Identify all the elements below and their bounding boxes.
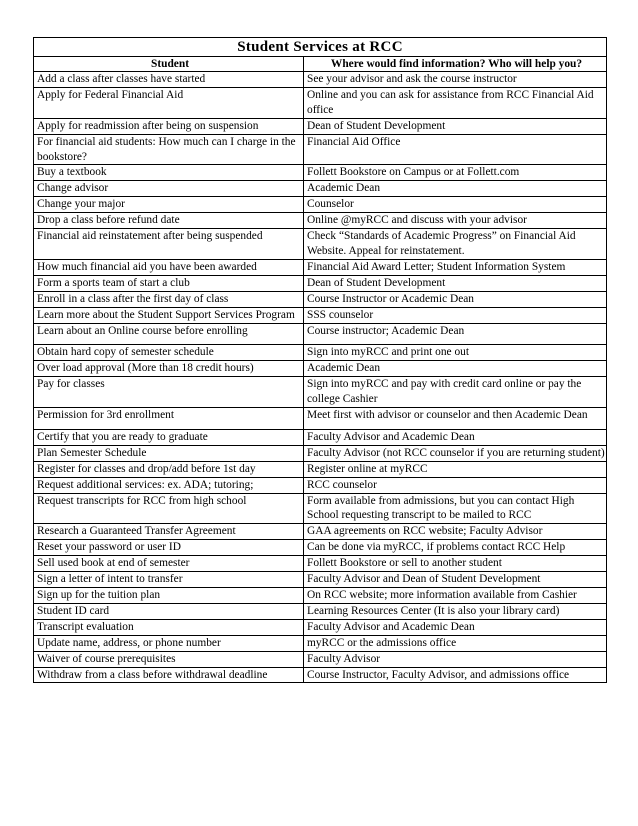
table-row bbox=[34, 429, 607, 445]
help-source-cell: Follett Bookstore or sell to another student bbox=[304, 556, 607, 572]
student-task-cell: Add a class after classes have started bbox=[34, 72, 304, 88]
student-task-cell: Apply for Federal Financial Aid bbox=[34, 87, 304, 118]
help-source-cell: Counselor bbox=[304, 197, 607, 213]
student-task-cell: Transcript evaluation bbox=[34, 619, 304, 635]
table-row bbox=[34, 165, 607, 181]
student-task-cell: Waiver of course prerequisites bbox=[34, 651, 304, 667]
table-row bbox=[34, 556, 607, 572]
table-row bbox=[34, 87, 607, 118]
help-source-cell: Dean of Student Development bbox=[304, 275, 607, 291]
student-task-cell: Financial aid reinstatement after being suspended bbox=[34, 229, 304, 260]
table-row bbox=[34, 477, 607, 493]
help-source-cell: Course instructor; Academic Dean bbox=[304, 323, 607, 345]
student-task-cell: Enroll in a class after the first day of class bbox=[34, 291, 304, 307]
table-row bbox=[34, 259, 607, 275]
help-source-cell: Dean of Student Development bbox=[304, 118, 607, 134]
student-task-cell: Withdraw from a class before withdrawal deadline bbox=[34, 667, 304, 683]
table-row bbox=[34, 307, 607, 323]
table-row bbox=[34, 461, 607, 477]
table-row bbox=[34, 445, 607, 461]
table-row bbox=[34, 619, 607, 635]
table-row bbox=[34, 345, 607, 361]
table-row bbox=[34, 651, 607, 667]
column-header-student: Student bbox=[34, 57, 304, 72]
table-row bbox=[34, 588, 607, 604]
help-source-cell: GAA agreements on RCC website; Faculty Advisor bbox=[304, 524, 607, 540]
table-row bbox=[34, 229, 607, 260]
student-task-cell: Obtain hard copy of semester schedule bbox=[34, 345, 304, 361]
help-source-cell: On RCC website; more information available from Cashier bbox=[304, 588, 607, 604]
help-source-cell: Online and you can ask for assistance from RCC Financial Aid office bbox=[304, 87, 607, 118]
table-row bbox=[34, 524, 607, 540]
table-row bbox=[34, 134, 607, 165]
help-source-cell: myRCC or the admissions office bbox=[304, 635, 607, 651]
help-source-cell: Financial Aid Office bbox=[304, 134, 607, 165]
student-task-cell: Learn about an Online course before enrolling bbox=[34, 323, 304, 345]
student-task-cell: Plan Semester Schedule bbox=[34, 445, 304, 461]
student-task-cell: Sell used book at end of semester bbox=[34, 556, 304, 572]
student-task-cell: Research a Guaranteed Transfer Agreement bbox=[34, 524, 304, 540]
table-row bbox=[34, 72, 607, 88]
student-task-cell: Buy a textbook bbox=[34, 165, 304, 181]
table-row bbox=[34, 493, 607, 524]
table-row bbox=[34, 667, 607, 683]
student-task-cell: For financial aid students: How much can I charge in the bookstore? bbox=[34, 134, 304, 165]
help-source-cell: Register online at myRCC bbox=[304, 461, 607, 477]
student-task-cell: Certify that you are ready to graduate bbox=[34, 429, 304, 445]
student-task-cell: Request additional services: ex. ADA; tutoring; bbox=[34, 477, 304, 493]
help-source-cell: Form available from admissions, but you can contact High School requesting transcript to be mailed to RCC bbox=[304, 493, 607, 524]
table-row bbox=[34, 635, 607, 651]
help-source-cell: Faculty Advisor (not RCC counselor if you are returning student) bbox=[304, 445, 607, 461]
table-row bbox=[34, 181, 607, 197]
help-source-cell: RCC counselor bbox=[304, 477, 607, 493]
help-source-cell: Sign into myRCC and pay with credit card online or pay the college Cashier bbox=[304, 377, 607, 408]
table-row bbox=[34, 572, 607, 588]
help-source-cell: Course Instructor or Academic Dean bbox=[304, 291, 607, 307]
table-row bbox=[34, 291, 607, 307]
student-task-cell: Drop a class before refund date bbox=[34, 213, 304, 229]
help-source-cell: Faculty Advisor and Academic Dean bbox=[304, 619, 607, 635]
student-task-cell: Register for classes and drop/add before 1st day bbox=[34, 461, 304, 477]
table-row bbox=[34, 213, 607, 229]
student-task-cell: Student ID card bbox=[34, 603, 304, 619]
table-row bbox=[34, 603, 607, 619]
help-source-cell: See your advisor and ask the course instructor bbox=[304, 72, 607, 88]
student-services-table bbox=[33, 37, 607, 683]
column-header-where: Where would find information? Who will help you? bbox=[304, 57, 607, 72]
help-source-cell: Faculty Advisor and Academic Dean bbox=[304, 429, 607, 445]
student-task-cell: Update name, address, or phone number bbox=[34, 635, 304, 651]
student-task-cell: Change advisor bbox=[34, 181, 304, 197]
student-task-cell: Sign up for the tuition plan bbox=[34, 588, 304, 604]
table-row bbox=[34, 377, 607, 408]
student-task-cell: Pay for classes bbox=[34, 377, 304, 408]
student-task-cell: Sign a letter of intent to transfer bbox=[34, 572, 304, 588]
table-row bbox=[34, 118, 607, 134]
help-source-cell: Sign into myRCC and print one out bbox=[304, 345, 607, 361]
student-task-cell: Request transcripts for RCC from high school bbox=[34, 493, 304, 524]
table-row bbox=[34, 540, 607, 556]
help-source-cell: Course Instructor, Faculty Advisor, and admissions office bbox=[304, 667, 607, 683]
help-source-cell: Online @myRCC and discuss with your advisor bbox=[304, 213, 607, 229]
help-source-cell: SSS counselor bbox=[304, 307, 607, 323]
student-task-cell: How much financial aid you have been awarded bbox=[34, 259, 304, 275]
help-source-cell: Financial Aid Award Letter; Student Information System bbox=[304, 259, 607, 275]
help-source-cell: Faculty Advisor and Dean of Student Development bbox=[304, 572, 607, 588]
table-row bbox=[34, 361, 607, 377]
title-row bbox=[34, 38, 607, 57]
help-source-cell: Can be done via myRCC, if problems contact RCC Help bbox=[304, 540, 607, 556]
help-source-cell: Follett Bookstore on Campus or at Follett.com bbox=[304, 165, 607, 181]
help-source-cell: Faculty Advisor bbox=[304, 651, 607, 667]
student-task-cell: Learn more about the Student Support Services Program bbox=[34, 307, 304, 323]
student-task-cell: Form a sports team of start a club bbox=[34, 275, 304, 291]
help-source-cell: Meet first with advisor or counselor and then Academic Dean bbox=[304, 408, 607, 430]
help-source-cell: Academic Dean bbox=[304, 181, 607, 197]
header-row bbox=[34, 57, 607, 72]
table-row bbox=[34, 408, 607, 430]
page-title: Student Services at RCC bbox=[34, 38, 607, 57]
student-task-cell: Over load approval (More than 18 credit hours) bbox=[34, 361, 304, 377]
student-task-cell: Apply for readmission after being on suspension bbox=[34, 118, 304, 134]
table-row bbox=[34, 275, 607, 291]
table-row bbox=[34, 197, 607, 213]
student-task-cell: Reset your password or user ID bbox=[34, 540, 304, 556]
student-task-cell: Change your major bbox=[34, 197, 304, 213]
table-row bbox=[34, 323, 607, 345]
help-source-cell: Academic Dean bbox=[304, 361, 607, 377]
student-task-cell: Permission for 3rd enrollment bbox=[34, 408, 304, 430]
help-source-cell: Check “Standards of Academic Progress” on Financial Aid Website. Appeal for reinstatement. bbox=[304, 229, 607, 260]
help-source-cell: Learning Resources Center (It is also your library card) bbox=[304, 603, 607, 619]
